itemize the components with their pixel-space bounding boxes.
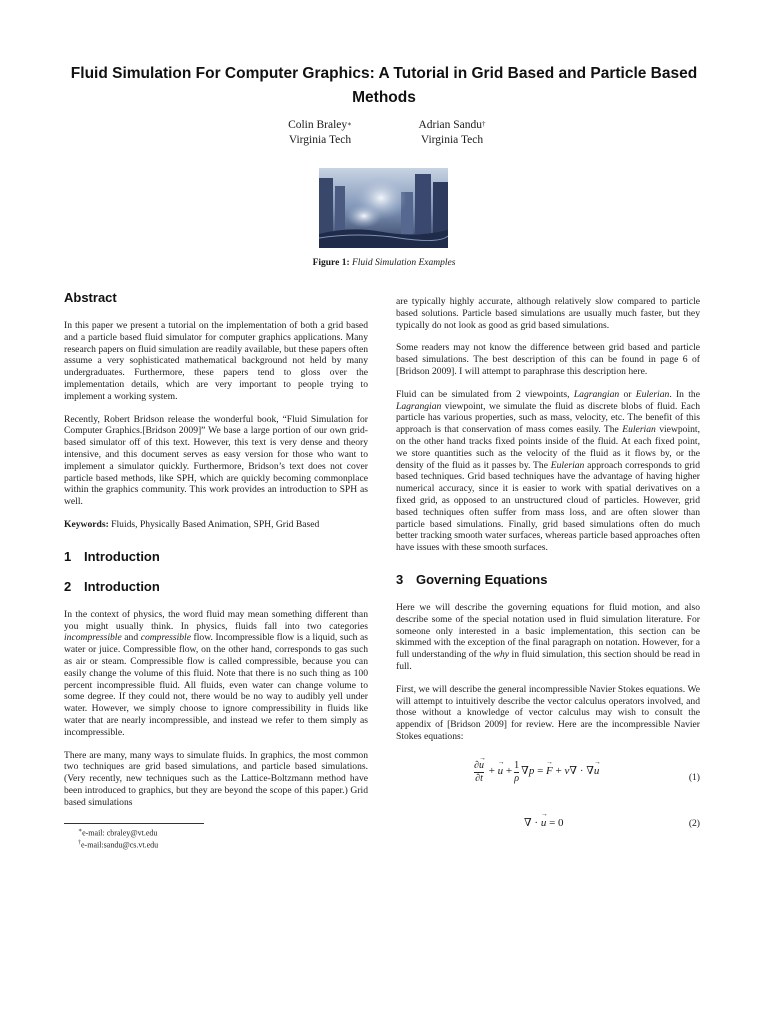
equation-2 [396,814,700,844]
figure-image [319,168,448,248]
author-2-affiliation: Virginia Tech [420,134,484,146]
fluid-scene-illustration [319,168,448,248]
equation-1 [396,754,700,806]
section-1-heading: 1 Introduction [64,548,160,564]
governing-paragraph-1: Here we will describe the governing equations for fluid motion, and also describe some of the special notation used in fluid simulation literature. For someone only interested in a basic implementation, this section can be skimmed with the exception of the final paragraph on notation. However, for a full understanding of the why in fluid simulation, this section should be read in full. [396,601,700,672]
governing-paragraph-2: First, we will describe the general incompressible Navier Stokes equations. We will attempt to intuitively describe the vector calculus operators involved, and those without a knowledge of vector calculus may wish to consult the appendix of [Bridson 2009] for review. Here are the incompressible Navier Stokes equations: [396,683,700,742]
paper-title: Fluid Simulation For Computer Graphics: A Tutorial in Grid Based and Particle Based Methods [70,65,698,106]
abstract-paragraph-1: In this paper we present a tutorial on the implementation of both a grid based and a particle based fluid simulator for computer graphics applications. Many research papers on fluid simulation are readily available, but these papers often assume a very sophisticated mathematical background not held by many undergraduates. Furthermore, these papers tend to gloss over the implementation details, which are very important to people trying to implement a working system. [64,320,368,402]
author-1-affiliation: Virginia Tech [288,134,352,146]
author-1: Colin Braley∗ Virginia Tech [272,118,368,148]
figure-caption-text: Fluid Simulation Examples [351,258,456,268]
section-2-heading: 2 Introduction [64,578,160,594]
intro-paragraph-1: In the context of physics, the word fluid may mean something different than you might usually think. In physics, fluids fall into two categories incompressible and compressible flow. Incompressible flow is a liquid, such as water or juice. Compressible flow, on the other hand, corresponds to gas such as air or steam. Compressible flow is called compressible, because you can easily change the volume of this fluid. Note that there is no such thing as 100 percent incompressible fluid. All fluids, even water can change volume to some degree. If they could not, there would be no way to audibly yell under water. However, we simply choose to ignore compressibility in fluids like water that are nearly incompressible, and instead we refer to them simply as incompressible. [64,608,368,738]
figure-caption [0,258,768,268]
keywords [64,519,368,531]
keywords-text: Fluids, Physically Based Animation, SPH, Grid Based [111,518,320,530]
footnote-divider [64,823,204,824]
footnote-2: †e-mail:sandu@cs.vt.edu [78,840,159,850]
right-paragraph-1: are typically highly accurate, although relatively slow compared to particle based solutions. Particle based simulations are usually much faster, but they typically do not look as good as grid based simulations. [396,296,700,331]
incompressibility-constraint: ∇ · → u = 0 [524,818,564,830]
right-column [396,296,700,844]
right-paragraph-2: Some readers may not know the difference between grid based and particle based simulations. The best description of this can be found in page 6 of [Bridson 2009]. I will attempt to paraphrase this description here. [396,342,700,377]
right-paragraph-3: Fluid can be simulated from 2 viewpoints, Lagrangian or Eulerian. In the Lagrangian viewpoint, we simulate the fluid as discrete blobs of fluid. Each particle has various properties, such as mass, velocity, etc. The benefit of this approach is that conservation of mass comes easily. The Eulerian viewpoint, on the other hand tracks fixed points inside of the fluid. At each fixed point, we store quantities such as the velocity of the fluid as it flows by, or the density of the fluid as it passes by. The Eulerian approach corresponds to grid based techniques. Grid based techniques have the advantage of having higher numerical accuracy, since it is easier to work with spatial derivatives on a fixed grid, as opposed to an unstructured cloud of particles. However, grid based techniques often suffer from mass loss, and are often slower than particle based simulations. Finally, grid based simulations often do much better tracking smooth water surfaces, whereas particle based approaches often have issues with these smooth surfaces. [396,388,701,554]
footnote-1: ∗e-mail: cbraley@vt.edu [78,827,158,838]
left-column [64,290,368,851]
equation-2-number: (2) [688,817,700,829]
intro-paragraph-2: There are many, many ways to simulate fluids. In graphics, the most common two techniques are grid based simulations, and particle based simulations. (Very recently, new techniques such as the Lattice-Boltzmann method have been introduced to graphics, but they are beyond the scope of this paper.) Grid based simulations [64,749,368,808]
author-block [0,118,768,152]
figure-label: Figure 1: [312,258,350,268]
author-2: Adrian Sandu† Virginia Tech [404,118,500,148]
equation-1-number: (1) [688,771,700,783]
keywords-label: Keywords: [64,518,109,530]
abstract-paragraph-2: Recently, Robert Bridson release the wonderful book, “Fluid Simulation for Computer Graphics.[Bridson 2009]” We base a large portion of our own grid-based simulator off of this text. However, this text is very dense and theory intensive, and this document serves as easy version for those who want to implement a simulator quickly. Furthermore, Bridson’s text does not cover particle based methods, like SPH, which are quickly becoming commonplace within the graphics community. This work provides an introduction to SPH as well. [64,413,368,508]
section-3-heading: 3 Governing Equations [396,571,548,587]
navier-stokes-momentum: $\frac{\partial\to u}{\partial t}$ + → u + $\frac{1}{\rho}$ ∇p = → F + ν∇ · ∇→ u [472,760,599,785]
abstract-heading: Abstract [64,290,117,305]
